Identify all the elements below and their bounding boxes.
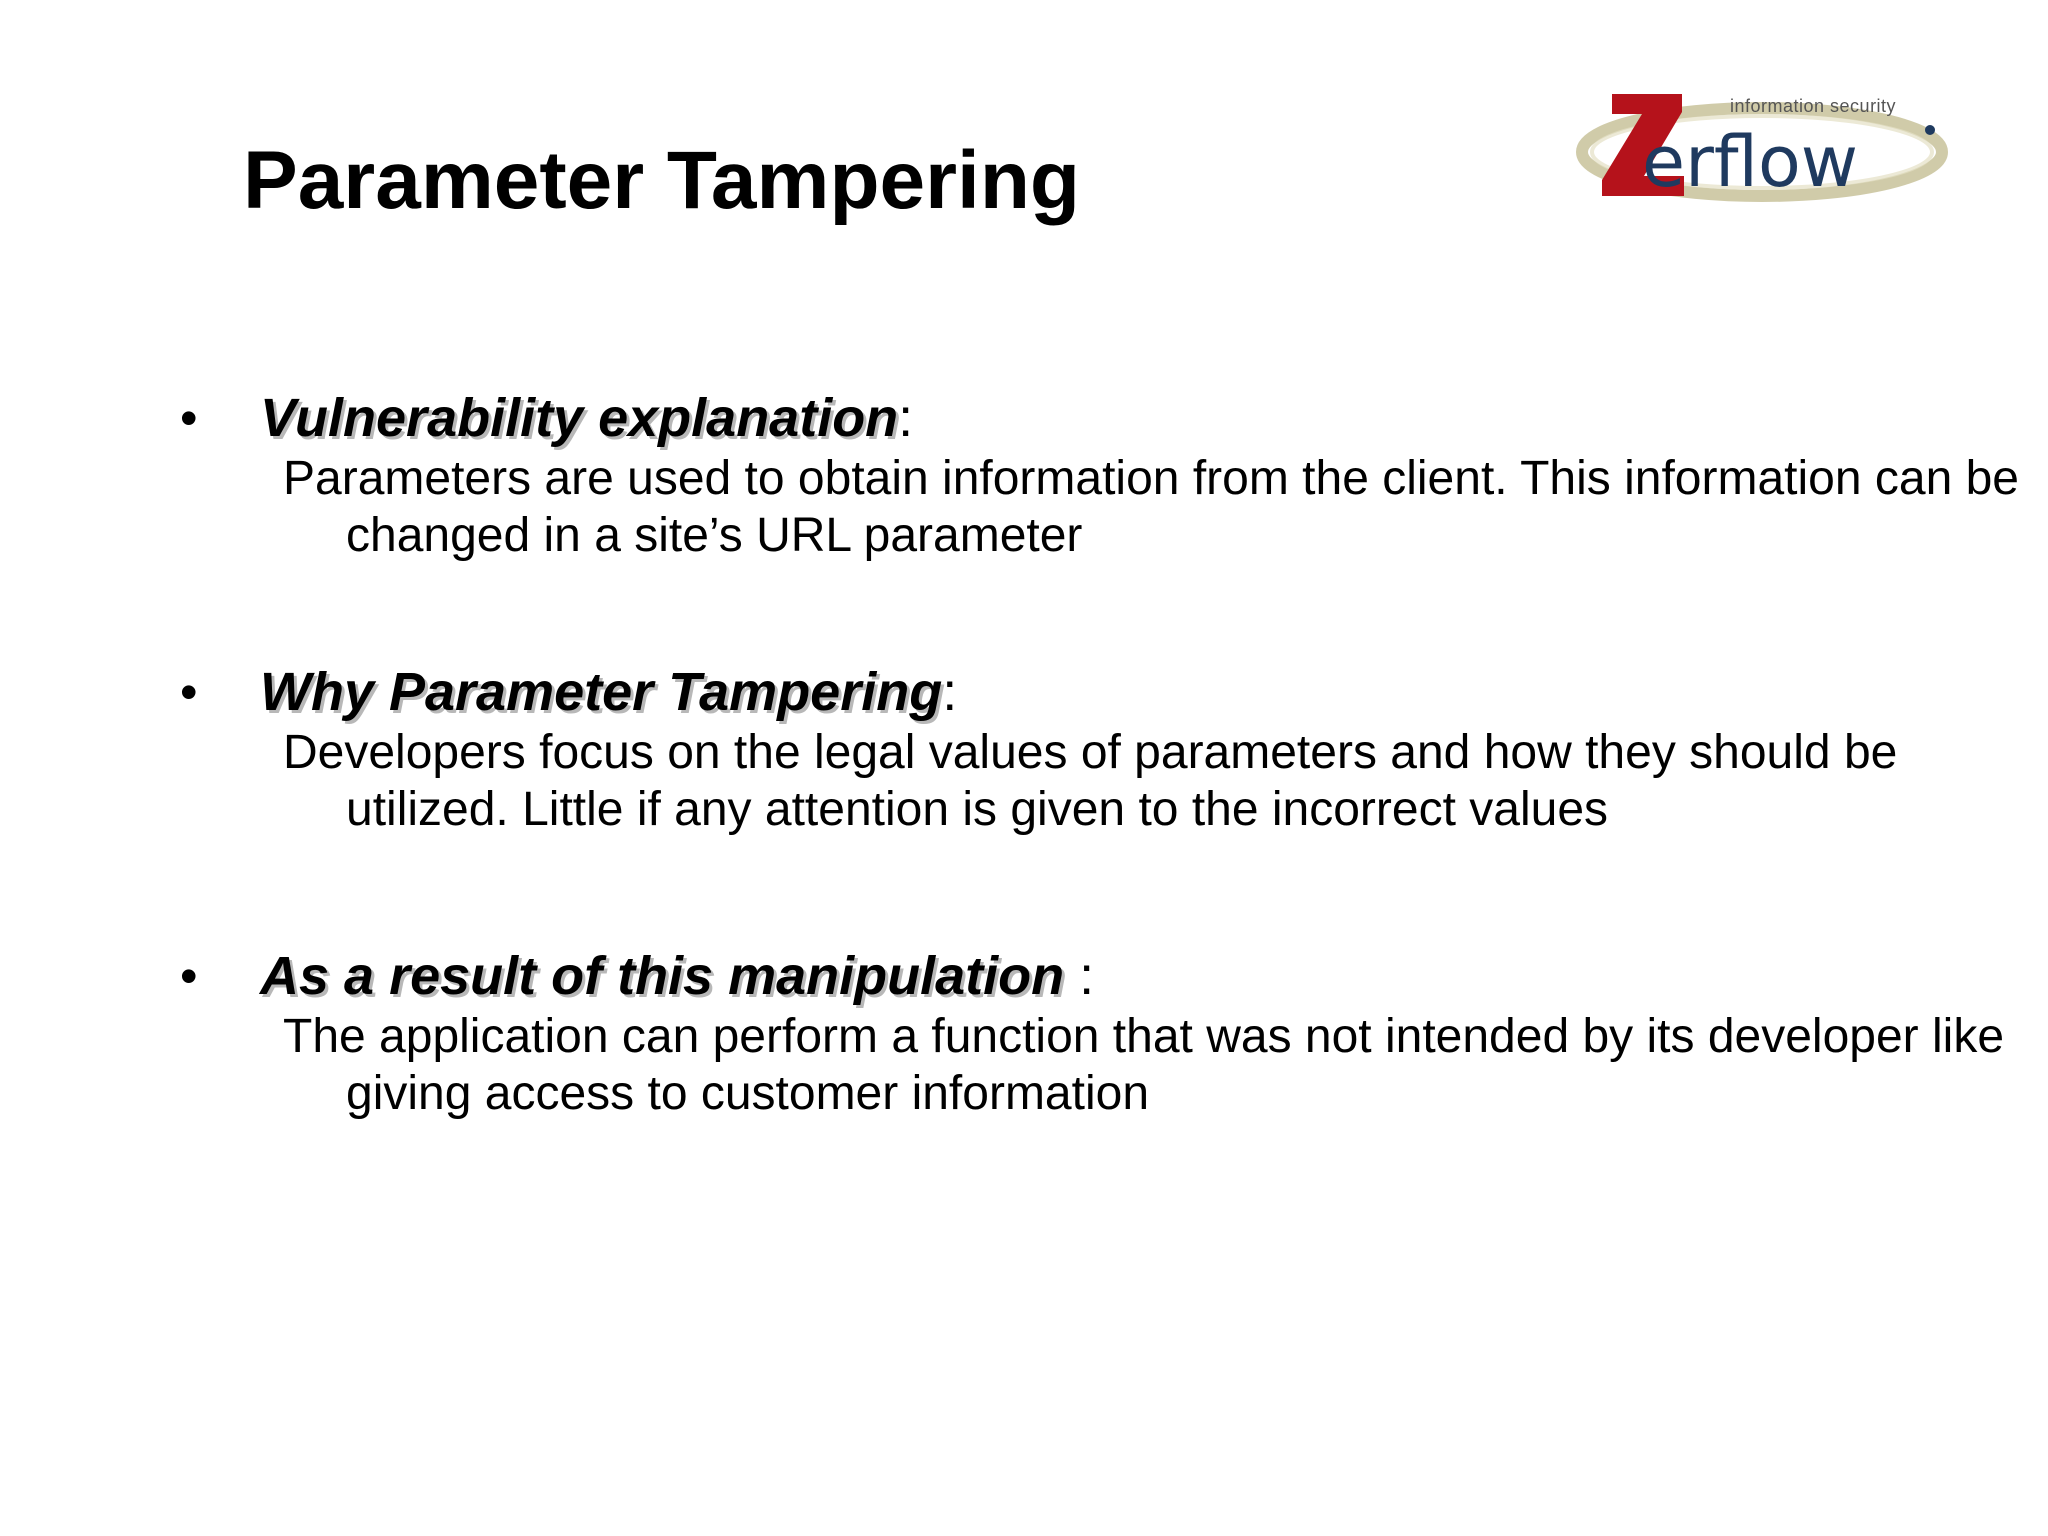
- bullet-icon: •: [180, 664, 198, 720]
- bullet-text: Developers focus on the legal values of parameters and how they should be utilized. Little if any attention is given to the incorrect values: [283, 726, 1898, 836]
- bullet-icon: •: [180, 948, 198, 1004]
- slide-title: Parameter Tampering: [243, 135, 1081, 226]
- bullet-heading: As a result of this manipulation :: [260, 946, 1095, 1006]
- bullet-icon: •: [180, 390, 198, 446]
- bullet-text: The application can perform a function that was not intended by its developer like giving access to customer information: [283, 1010, 2005, 1120]
- bullet-text: Parameters are used to obtain information from the client. This information can be changed in a site’s URL parameter: [283, 452, 2019, 562]
- svg-text:erflow: erflow: [1642, 121, 1859, 203]
- bullet-heading: Vulnerability explanation:: [260, 388, 914, 448]
- bullet-heading: Why Parameter Tampering:: [260, 662, 958, 722]
- zerflow-logo: [1572, 84, 1972, 212]
- logo-tagline: information security: [1730, 96, 1897, 116]
